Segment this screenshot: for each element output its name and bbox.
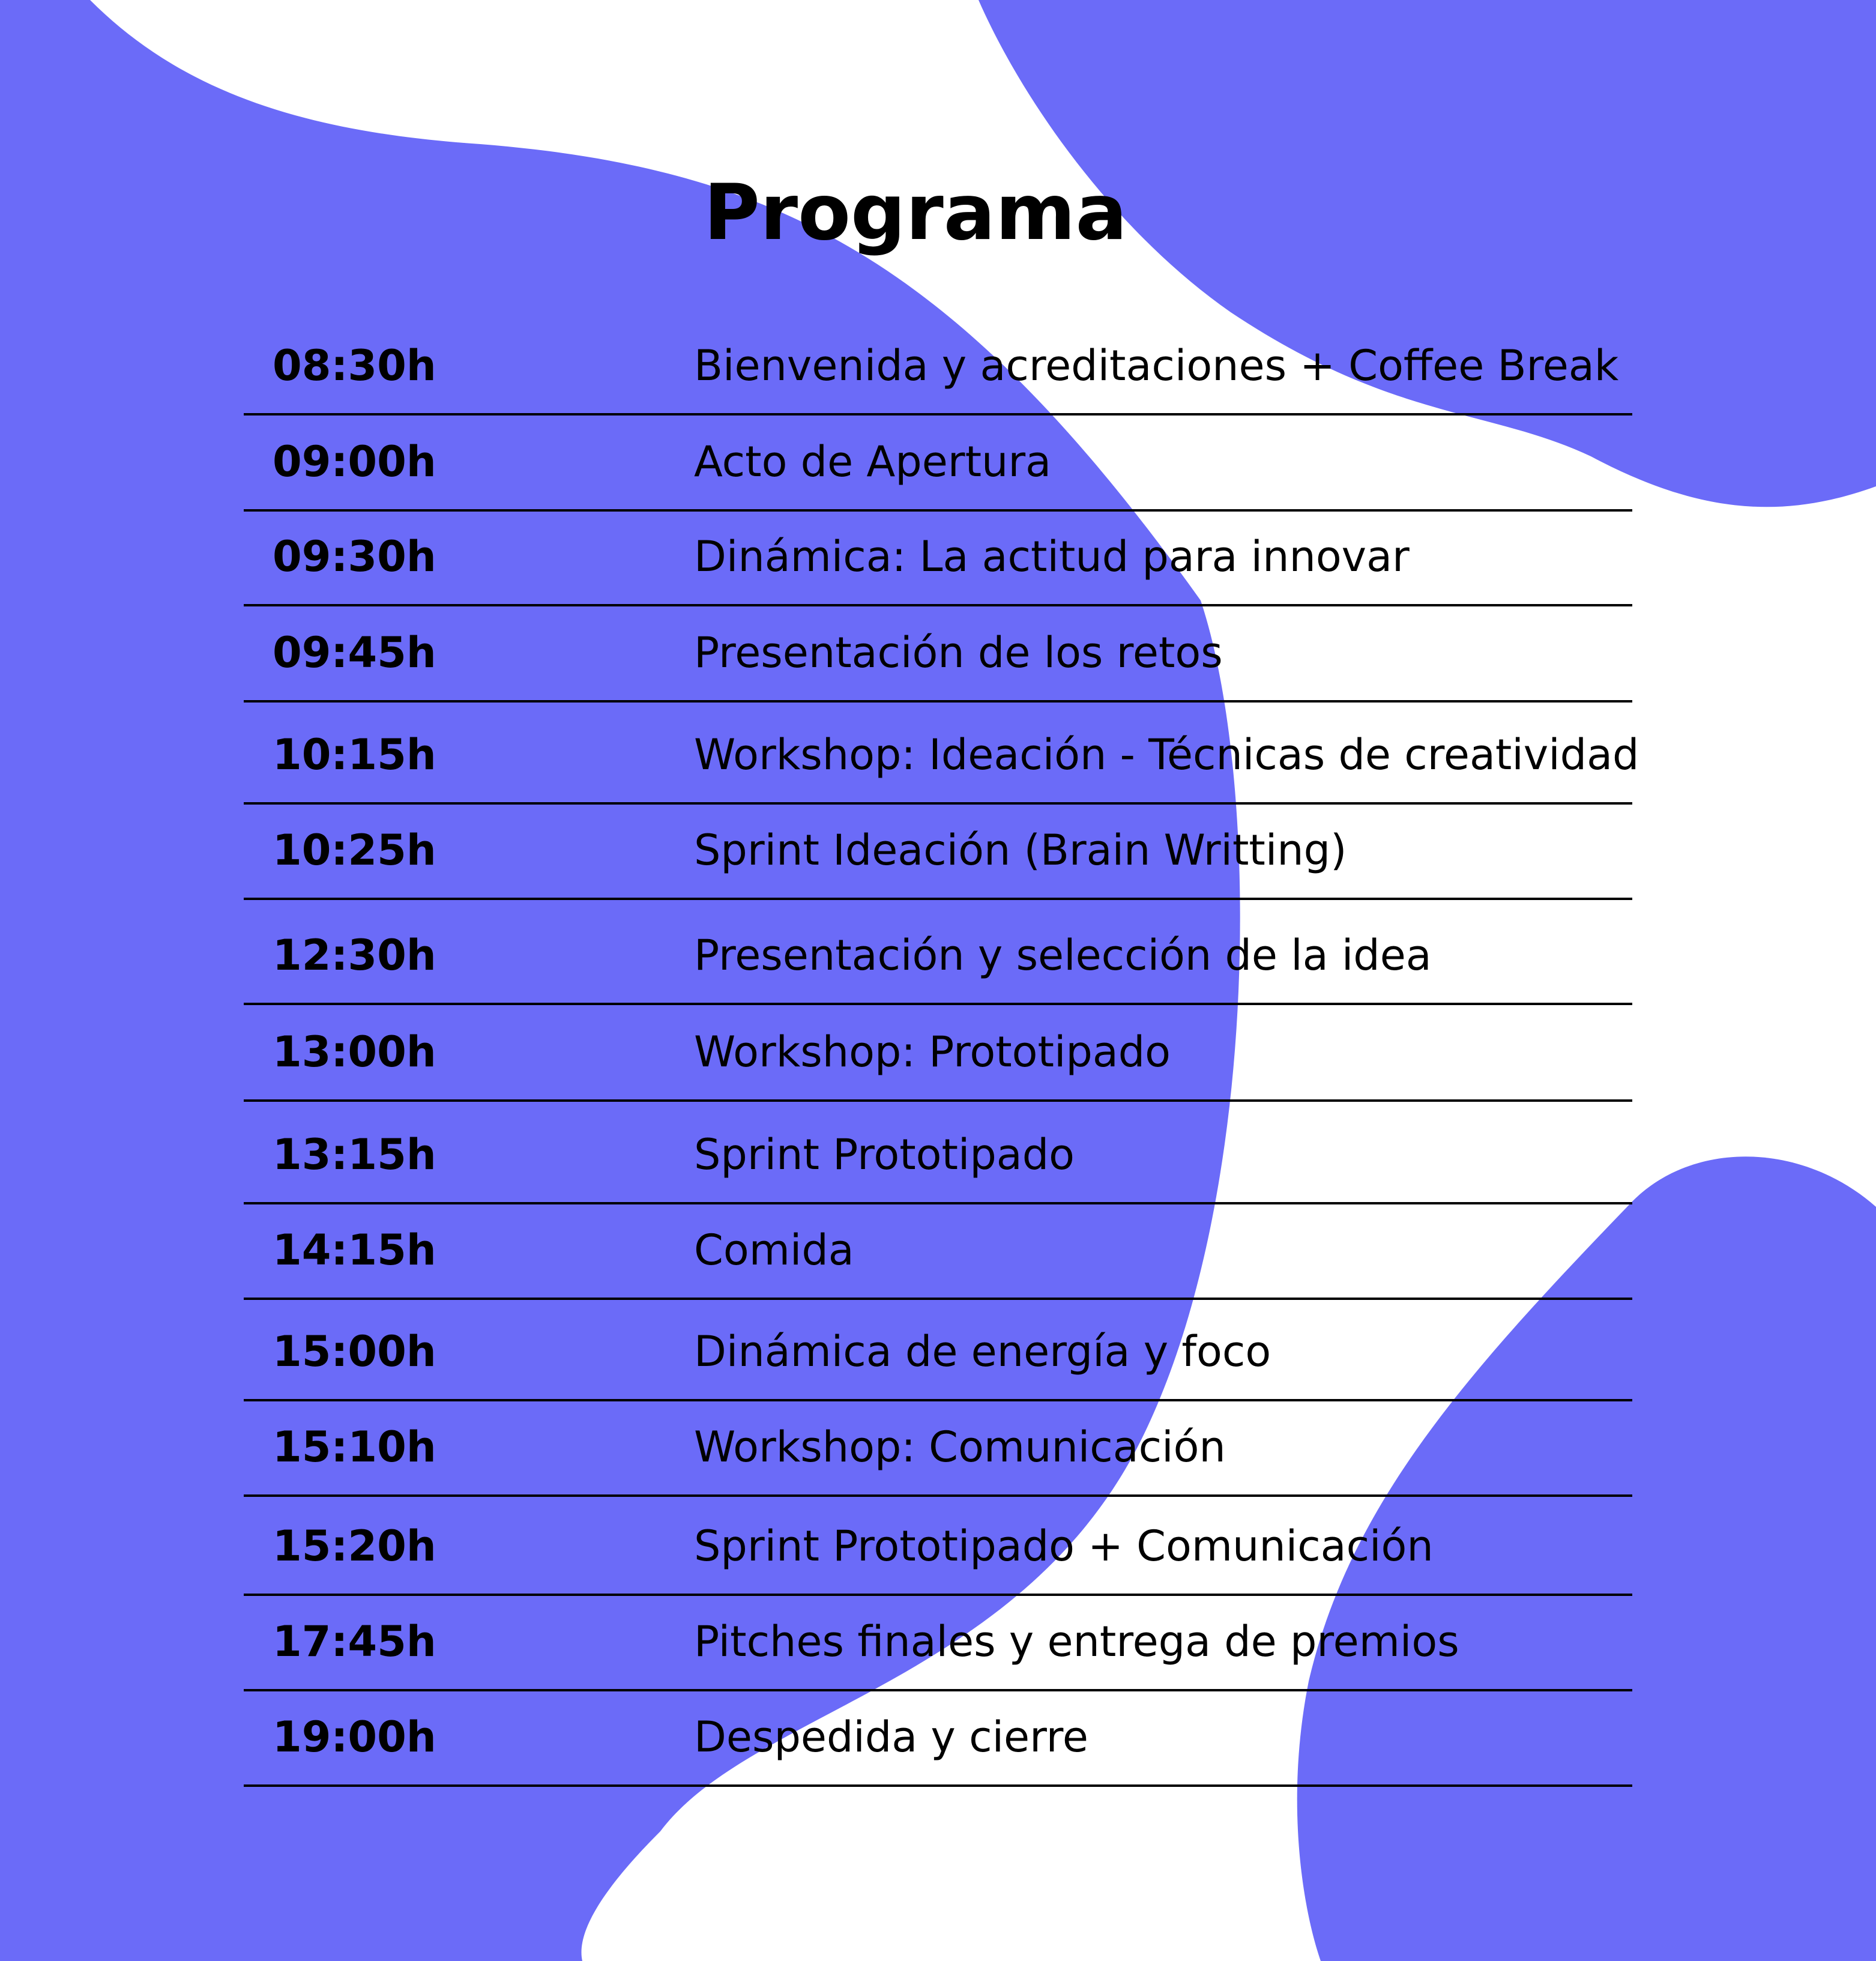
schedule-row	[244, 1204, 1632, 1300]
schedule-activity: Presentación y selección de la idea	[694, 931, 1432, 980]
schedule-time: 08:30h	[273, 341, 436, 390]
schedule-activity: Workshop: Ideación - Técnicas de creatividad	[694, 730, 1639, 779]
schedule-activity: Workshop: Prototipado	[694, 1027, 1171, 1077]
schedule-activity: Pitches finales y entrega de premios	[694, 1617, 1459, 1666]
schedule-row	[244, 319, 1632, 415]
schedule-row	[244, 1102, 1632, 1204]
schedule-row	[244, 606, 1632, 703]
schedule-activity: Sprint Prototipado + Comunicación	[694, 1521, 1434, 1571]
schedule-row	[244, 1005, 1632, 1102]
schedule-row	[244, 415, 1632, 512]
schedule-row	[244, 1596, 1632, 1691]
schedule-time: 10:15h	[273, 730, 436, 779]
schedule-activity: Workshop: Comunicación	[694, 1422, 1226, 1472]
schedule-time: 10:25h	[273, 826, 436, 875]
schedule-row	[244, 703, 1639, 805]
schedule-activity: Dinámica: La actitud para innovar	[694, 532, 1410, 581]
schedule-row	[244, 1691, 1632, 1787]
schedule-activity: Presentación de los retos	[694, 628, 1223, 677]
schedule-activity: Acto de Apertura	[694, 437, 1052, 486]
schedule-activity: Dinámica de energía y foco	[694, 1327, 1271, 1376]
page-title: Programa	[704, 168, 1127, 258]
schedule-time: 19:00h	[273, 1712, 436, 1762]
schedule-time: 17:45h	[273, 1617, 436, 1666]
schedule-time: 12:30h	[273, 931, 436, 980]
schedule-activity: Sprint Prototipado	[694, 1130, 1075, 1179]
schedule-time: 14:15h	[273, 1225, 436, 1275]
schedule-row	[244, 1300, 1632, 1401]
schedule-time: 13:15h	[273, 1130, 436, 1179]
schedule-time: 15:20h	[273, 1521, 436, 1571]
schedule-activity: Bienvenida y acreditaciones + Coffee Break	[694, 341, 1619, 390]
schedule-time: 09:00h	[273, 437, 436, 486]
schedule-activity: Sprint Ideación (Brain Writting)	[694, 826, 1347, 875]
schedule-table	[244, 319, 1639, 1787]
schedule-row	[244, 805, 1632, 900]
schedule-row	[244, 512, 1632, 606]
schedule-time: 13:00h	[273, 1027, 436, 1077]
schedule-time: 09:45h	[273, 628, 436, 677]
schedule-row	[244, 1497, 1632, 1596]
schedule-time: 15:00h	[273, 1327, 436, 1376]
schedule-row	[244, 900, 1632, 1005]
schedule-time: 15:10h	[273, 1422, 436, 1472]
schedule-activity: Comida	[694, 1225, 854, 1275]
schedule-row	[244, 1401, 1632, 1497]
schedule-activity: Despedida y cierre	[694, 1712, 1088, 1762]
schedule-time: 09:30h	[273, 532, 436, 581]
